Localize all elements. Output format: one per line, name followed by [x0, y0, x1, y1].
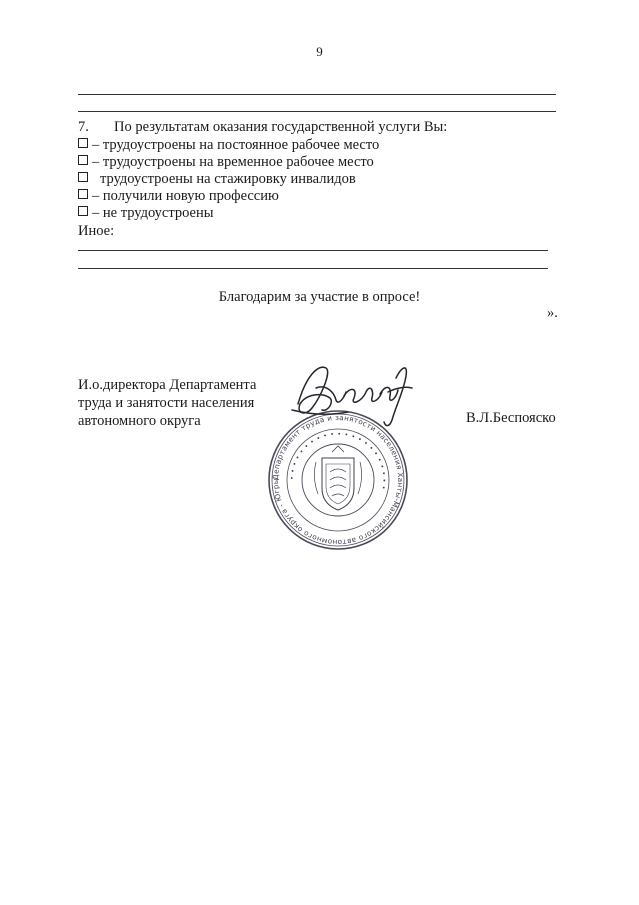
option-item [78, 170, 356, 188]
option-item [78, 136, 379, 154]
other-answer-line-1[interactable] [78, 250, 548, 251]
question-heading [78, 118, 447, 136]
signer-title-line: И.о.директора Департамента [78, 377, 257, 393]
signer-title [78, 376, 256, 430]
option-label: трудоустроены на стажировку инвалидов [100, 171, 356, 187]
closing-quote: ». [547, 305, 558, 321]
page-number: 9 [316, 44, 323, 59]
checkbox[interactable] [78, 172, 88, 182]
option-label: – не трудоустроены [92, 205, 214, 221]
top-rule-2 [78, 111, 556, 112]
other-answer-line-2[interactable] [78, 268, 548, 269]
checkbox[interactable] [78, 189, 88, 199]
option-label: – трудоустроены на временное рабочее место [92, 154, 374, 170]
seal-outer-text: Департамент труда и занятости населения Ханты-Мансийского автономного округа - Югры [270, 412, 406, 548]
checkbox[interactable] [78, 206, 88, 216]
question-text: По результатам оказания государственной услуги Вы: [114, 119, 448, 135]
other-label: Иное: [78, 223, 115, 239]
thanks-text: Благодарим за участие в опросе! [218, 289, 421, 305]
svg-text:• • • • • • • • • • • • • • •: • • • • • • • • • • • • • • • • • • • • • • [287, 429, 389, 491]
option-label: – получили новую профессию [92, 188, 279, 204]
option-item [78, 187, 279, 205]
signer-title-line: труда и занятости населения [78, 395, 255, 411]
option-item [78, 204, 214, 222]
checkbox[interactable] [78, 138, 88, 148]
handwritten-signature [288, 358, 418, 430]
checkbox[interactable] [78, 155, 88, 165]
signer-name: В.Л.Беспояско [466, 410, 556, 426]
signer-title-line: автономного округа [78, 413, 201, 429]
coat-of-arms-emblem [314, 446, 361, 510]
top-rule-1 [78, 94, 556, 95]
question-number: 7. [78, 119, 89, 135]
option-label: – трудоустроены на постоянное рабочее место [92, 137, 380, 153]
option-item [78, 153, 374, 171]
